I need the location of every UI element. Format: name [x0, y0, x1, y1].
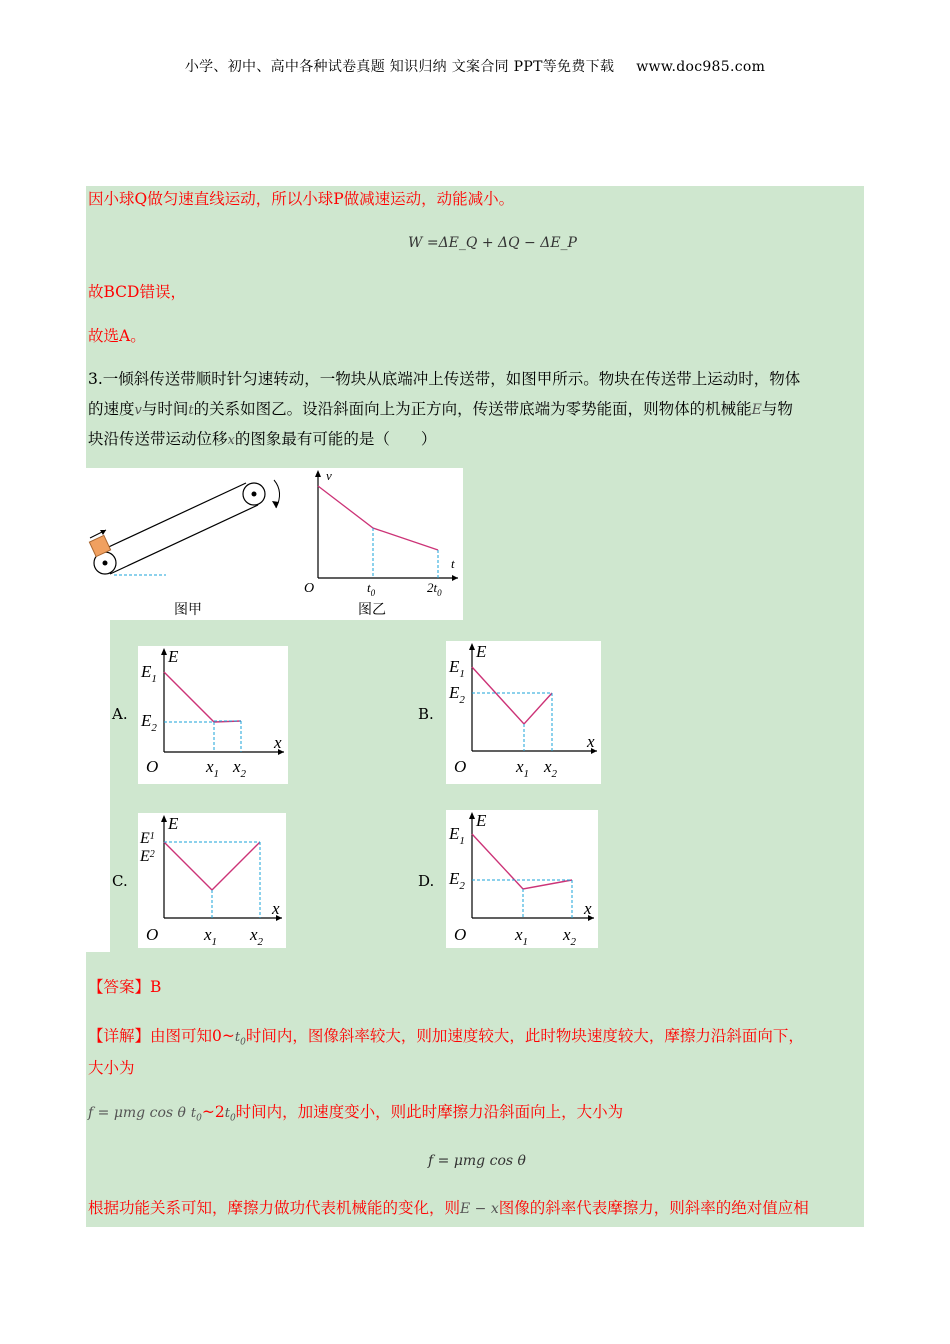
- vt-curve: [318, 486, 438, 550]
- question-line3: 块沿传送带运动位移x的图象最有可能的是（ ）: [88, 430, 437, 448]
- svg-text:O: O: [146, 757, 159, 776]
- detail-label: 【详解】: [88, 1027, 151, 1045]
- figure-svg: [86, 468, 463, 620]
- question-line1: 3.一倾斜传送带顺时针匀速转动，一物块从底端冲上传送带，如图甲所示。物块在传送带上运动时，物体: [88, 370, 801, 388]
- answer-label: 【答案】: [88, 978, 151, 996]
- prev-solution-line2: 故BCD错误，: [88, 283, 186, 301]
- prev-solution-formula: W =ΔE_Q + ΔQ − ΔE_P: [408, 235, 577, 251]
- svg-text:E1: $E_1$: [449, 657, 465, 680]
- header-site: www.doc985.com: [636, 59, 766, 75]
- vt-origin: O: [304, 581, 315, 596]
- option-a-curve: [164, 672, 241, 722]
- question-line2: 的速度v与时间t的关系如图乙。设沿斜面向上为正方向，传送带底端为零势能面，则物体的机械能E与物: [88, 400, 793, 418]
- svg-text:x2: $x_2$: [544, 757, 558, 780]
- conveyor-belt-figure: [89, 480, 279, 575]
- svg-text:O: O: [454, 925, 467, 944]
- header-text: 小学、初中、高中各种试卷真题 知识归纳 文案合同 PPT等免费下载: [184, 59, 615, 75]
- detail-line3: f = μmg cos θ $t_0\sim 2t_0$时间内，加速度变小，则此时摩擦力沿斜面向上，大小为: [88, 1103, 624, 1124]
- prev-solution-line3: 故选A。: [88, 327, 146, 345]
- option-a-graph[interactable]: [138, 646, 288, 784]
- vt-axis-v: v: [326, 468, 332, 483]
- detail-line5: 根据功能关系可知，摩擦力做功代表机械能的变化，则E − x图像的斜率代表摩擦力，则斜率的绝对值应相: [88, 1199, 809, 1217]
- svg-text:x1: $x_1$: [206, 757, 220, 780]
- option-b-label[interactable]: B.: [418, 705, 434, 723]
- option-c-graph[interactable]: [138, 813, 286, 948]
- svg-text:x: x: [587, 732, 595, 751]
- svg-text:x2: $x_2$: [250, 925, 264, 948]
- option-c-label[interactable]: C.: [112, 872, 128, 890]
- fig-jia-caption: 图甲: [174, 603, 202, 618]
- svg-text:x2: $x_2$: [233, 757, 247, 780]
- option-c-curve: [164, 842, 260, 890]
- option-d-graph[interactable]: [446, 810, 598, 948]
- detail-line2: 大小为: [88, 1059, 135, 1077]
- option-b-curve: [472, 667, 552, 724]
- detail-line1: 【详解】由图可知$0\sim t_0$时间内，图像斜率较大，则加速度较大，此时物块速度较大，摩擦力沿斜面向下，: [88, 1027, 804, 1048]
- option-d-label[interactable]: D.: [418, 872, 435, 890]
- svg-text:E1: $E_1$: [449, 824, 465, 847]
- option-b-graph[interactable]: [446, 641, 601, 784]
- vt-t0: $t_0$: [367, 580, 376, 598]
- prev-solution-line1: 因小球Q做匀速直线运动，所以小球P做减速运动，动能减小。: [88, 190, 515, 208]
- answer-line: [88, 974, 161, 1000]
- svg-text:O: O: [454, 757, 467, 776]
- svg-text:x: x: [272, 899, 280, 918]
- svg-text:E: E: [168, 814, 179, 833]
- svg-text:x: x: [584, 899, 592, 918]
- vt-graph: [304, 468, 458, 598]
- answer-value: B: [150, 978, 162, 996]
- content-background-left-strip: [86, 620, 110, 952]
- vt-axis-t: t: [451, 556, 455, 571]
- fig-yi-caption: 图乙: [358, 603, 386, 618]
- svg-text:E1: $E_1$: [141, 662, 157, 685]
- svg-text:E: E: [476, 811, 487, 830]
- svg-text:x1: $x_1$: [204, 925, 218, 948]
- vt-2t0: $2t_0$: [427, 580, 442, 598]
- svg-text:O: O: [146, 925, 159, 944]
- svg-text:x1: $x_1$: [515, 925, 529, 948]
- svg-text:E1: $E^1$: [140, 830, 155, 847]
- svg-text:E2: $E_2$: [449, 869, 465, 892]
- svg-text:E: E: [476, 642, 487, 661]
- option-d-curve: [472, 834, 572, 889]
- detail-formula: f = μmg cos θ: [428, 1153, 526, 1169]
- page-header: [0, 56, 950, 76]
- option-a-label[interactable]: A.: [112, 705, 128, 723]
- svg-text:E: E: [168, 647, 179, 666]
- svg-text:E2: $E_2$: [141, 711, 157, 734]
- svg-text:E2: $E_2$: [449, 683, 465, 706]
- svg-text:x2: $x_2$: [563, 925, 577, 948]
- svg-text:x: x: [274, 733, 282, 752]
- svg-text:x1: $x_1$: [516, 757, 530, 780]
- figure-conveyor-and-vt: [86, 468, 463, 620]
- svg-text:E2: $E^2$: [140, 848, 155, 865]
- content-background-bottom: [86, 952, 864, 1227]
